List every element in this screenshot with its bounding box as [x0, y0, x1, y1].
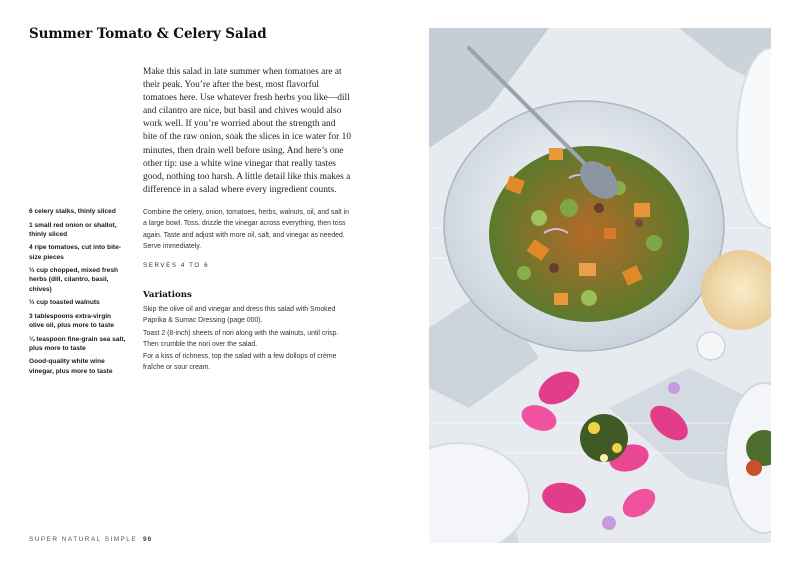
ingredient-item: 3 tablespoons extra-virgin olive oil, plus more to taste: [29, 312, 115, 329]
recipe-intro: Make this salad in late summer when tomatoes are at their peak. You’re after the best, most flavorful tomatoes here. Use whatever fresh herbs you like—dill and cilantro are nice, but basil and chives would also work well. If you’re worried about the strength and bite of the raw onion, soak the slices in ice water for 10 minutes, then drain well before using. And here’s one other tip: use a white wine vinegar that really tastes good, nothing too harsh. A little detail like this makes a difference in a salad where every ingredient counts.: [143, 67, 352, 195]
method-text: Combine the celery, onion, tomatoes, herbs, walnuts, oil, and salt in a large bowl. Toss, drizzle the vinegar across everything, then toss again. Taste and adjust with more oil, salt, and vinegar as needed. Serve immediately.: [143, 209, 349, 250]
ingredient-item: ⅓ cup toasted walnuts: [29, 299, 100, 307]
variations-heading: Variations: [143, 290, 192, 300]
serves-label: SERVES 4 TO 6: [143, 262, 210, 269]
variation-text: For a kiss of richness, top the salad with a few dollops of crème fraîche or sour cream.: [143, 353, 337, 372]
variation-text: Skip the olive oil and vinegar and dress this salad with Smoked Paprika & Sumac Dressing (page 000).: [143, 306, 336, 325]
variation-text: Toast 2 (8-inch) sheets of nori along with the walnuts, until crisp. Then crumble the nori over the salad.: [143, 330, 339, 349]
ingredient-item: 6 celery stalks, thinly sliced: [29, 208, 116, 215]
ingredient-item: 1 small red onion or shallot, thinly sliced: [29, 221, 117, 238]
ingredient-list: [29, 207, 127, 380]
salad-photo: [429, 28, 771, 543]
salad-photo-illustration: [429, 28, 771, 543]
running-footer-title: SUPER NATURAL SIMPLE: [29, 536, 138, 543]
ingredient-item: ¼ teaspoon fine-grain sea salt, plus more to taste: [29, 335, 126, 352]
ingredient-item: ⅓ cup chopped, mixed fresh herbs (dill, cilantro, basil, chives): [29, 267, 119, 293]
ingredient-item: Good-quality white wine vinegar, plus more to taste: [29, 358, 113, 375]
page-number: 96: [143, 536, 153, 543]
ingredient-item: 4 ripe tomatoes, cut into bite-size pieces: [29, 244, 121, 261]
recipe-title: Summer Tomato & Celery Salad: [29, 26, 267, 42]
